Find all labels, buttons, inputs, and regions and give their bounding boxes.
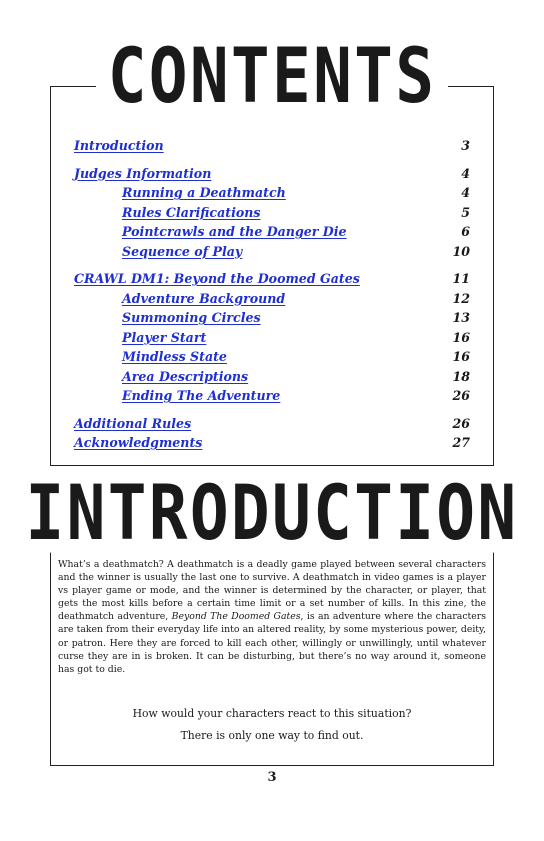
toc-entry-pointcrawls (74, 222, 470, 242)
toc-entry-running-a-deathmatch (74, 183, 470, 203)
toc-entry-ending-the-adventure (74, 386, 470, 406)
toc-page-number: 13 (452, 310, 470, 325)
toc-link-additional-rules[interactable]: Additional Rules (74, 415, 192, 431)
toc-entry-rules-clarifications (74, 203, 470, 223)
toc-page-number: 26 (452, 388, 470, 403)
toc-page-number: 16 (452, 349, 470, 364)
toc-page-number: 6 (461, 224, 470, 239)
toc-page-number: 10 (452, 243, 470, 259)
toc-entry-acknowledgments (74, 433, 470, 453)
toc-entry-sequence-of-play (74, 242, 470, 262)
toc-entry-judges-information (74, 164, 470, 184)
toc-link-mindless-state[interactable]: Mindless State (122, 349, 227, 364)
toc-link-sequence-of-play[interactable]: Sequence of Play (122, 243, 243, 259)
contents-heading: CONTENTS (0, 40, 544, 116)
toc-link-ending-the-adventure[interactable]: Ending The Adventure (122, 388, 281, 403)
toc-link-area-descriptions[interactable]: Area Descriptions (122, 368, 249, 384)
toc-entry-crawl-dm1 (74, 269, 470, 289)
toc-entry-additional-rules (74, 414, 470, 434)
toc-page-number: 18 (452, 368, 470, 384)
adventure-title: Beyond The Doomed Gates (171, 611, 301, 623)
toc-page-number: 5 (461, 204, 470, 220)
introduction-answer: There is only one way to find out. (180, 729, 364, 742)
table-of-contents (74, 136, 470, 453)
toc-entry-introduction (74, 136, 470, 156)
toc-link-running-a-deathmatch[interactable]: Running a Deathmatch (122, 185, 286, 200)
introduction-paragraph: What’s a deathmatch? A deathmatch is a deadly game played between several characters and the winner is usually the last one to survive. A deathmatch in video games is a player vs player game or mode, and the winner is determined by the character, or player, that gets the most kills before a certain time limit or a set number of kills. In this zine, the deathmatch adventure, Beyond The Doomed Gates, is an adventure where the characters are taken from their everyday life into an altered reality, by some mysterious power, deity, or patron. Here they are forced to kill each other, willingly or unwillingly, until whatever curse they are in is broken. It can be disturbing, but there’s no way around it, someone has got to die. (58, 559, 486, 675)
toc-entry-adventure-background (74, 289, 470, 309)
toc-page-number: 4 (461, 185, 470, 200)
toc-entry-area-descriptions (74, 367, 470, 387)
toc-page-number: 27 (452, 435, 470, 450)
toc-link-acknowledgments[interactable]: Acknowledgments (74, 435, 203, 450)
page-number: 3 (267, 770, 277, 785)
toc-link-crawl-dm1[interactable]: CRAWL DM1: Beyond the Doomed Gates (74, 271, 360, 286)
toc-page-number: 16 (452, 329, 470, 345)
toc-link-player-start[interactable]: Player Start (122, 329, 207, 345)
toc-link-adventure-background[interactable]: Adventure Background (122, 290, 286, 306)
toc-link-judges-information[interactable]: Judges Information (74, 165, 212, 181)
toc-page-number: 11 (452, 271, 470, 286)
toc-page-number: 3 (461, 138, 470, 153)
toc-entry-player-start (74, 328, 470, 348)
toc-link-rules-clarifications[interactable]: Rules Clarifications (122, 204, 261, 220)
toc-page-number: 12 (452, 290, 470, 306)
introduction-question: How would your characters react to this situation? (132, 707, 412, 720)
introduction-heading: INTRODUCTION (0, 477, 544, 553)
toc-link-introduction[interactable]: Introduction (74, 138, 164, 153)
toc-entry-mindless-state (74, 347, 470, 367)
toc-link-summoning-circles[interactable]: Summoning Circles (122, 310, 261, 325)
toc-link-pointcrawls[interactable]: Pointcrawls and the Danger Die (122, 224, 347, 239)
toc-entry-summoning-circles (74, 308, 470, 328)
toc-page-number: 26 (452, 415, 470, 431)
toc-page-number: 4 (461, 165, 470, 181)
